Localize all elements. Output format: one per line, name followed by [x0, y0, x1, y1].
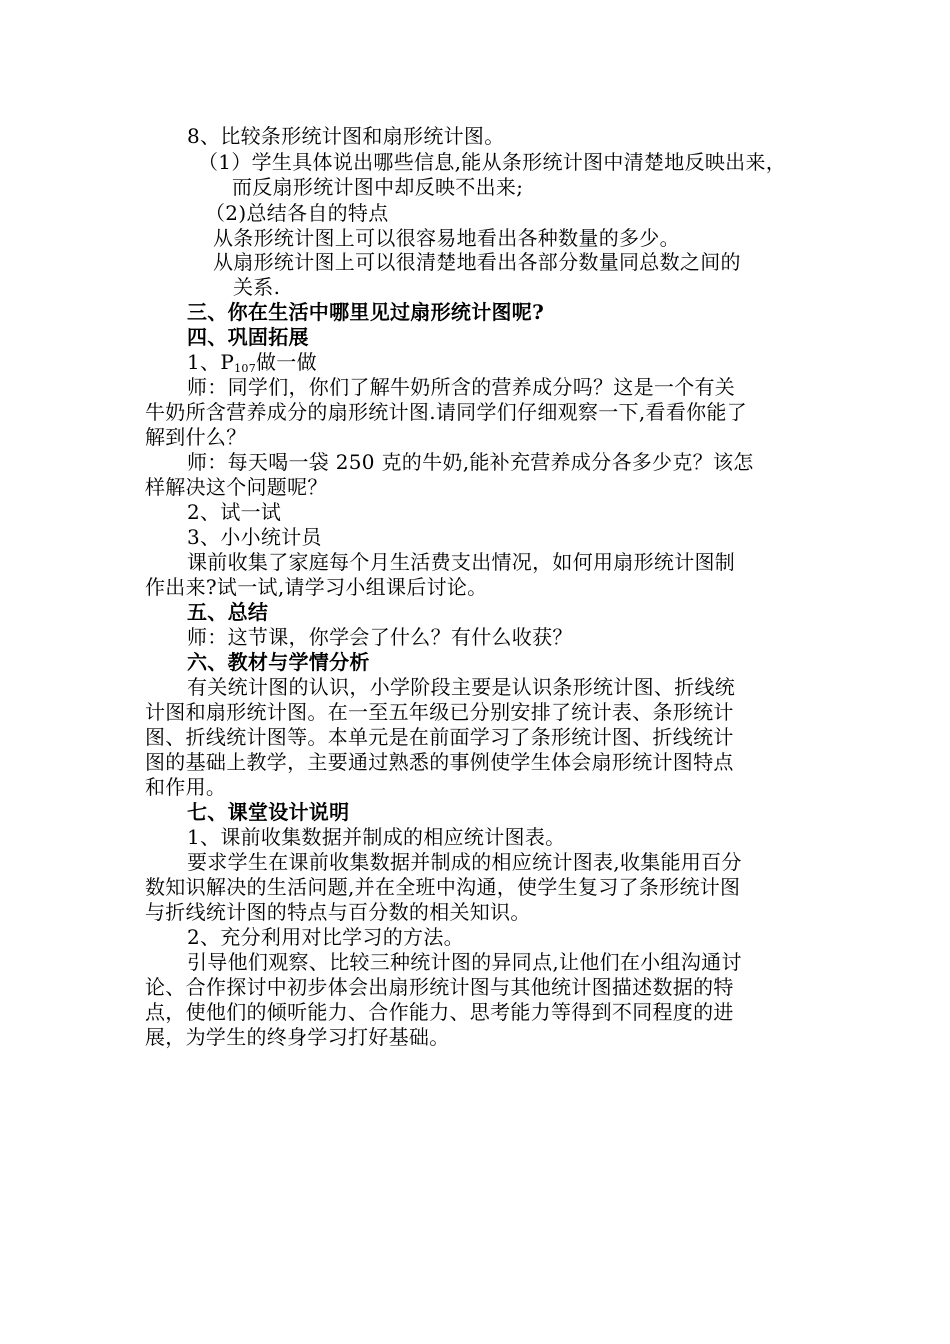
text-line: 数知识解决的生活问题,并在全班中沟通，使学生复习了条形统计图	[145, 875, 741, 899]
text-line: 师：同学们，你们了解牛奶所含的营养成分吗？这是一个有关	[187, 375, 736, 399]
text-line: 和作用。	[145, 775, 227, 799]
text-line: 要求学生在课前收集数据并制成的相应统计图表,收集能用百分	[187, 850, 742, 874]
text-line: 关系.	[233, 275, 281, 299]
text-line: 展，为学生的终身学习打好基础。	[145, 1025, 450, 1049]
text-line: 2、充分利用对比学习的方法。	[187, 925, 464, 949]
section-heading: 四、巩固拓展	[187, 325, 309, 349]
text-line: 课前收集了家庭每个月生活费支出情况，如何用扇形统计图制	[187, 550, 736, 574]
text-line: 论、合作探讨中初步体会出扇形统计图与其他统计图描述数据的特	[145, 975, 734, 999]
text-line: 牛奶所含营养成分的扇形统计图.请同学们仔细观察一下,看看你能了	[145, 400, 748, 424]
section-heading: 七、课堂设计说明	[187, 800, 350, 824]
text-line: 图的基础上教学，主要通过熟悉的事例使学生体会扇形统计图特点	[145, 750, 734, 774]
text-line: 作出来?试一试,请学习小组课后讨论。	[145, 575, 488, 599]
section-heading: 三、你在生活中哪里见过扇形统计图呢?	[187, 300, 545, 324]
text-line: 而反扇形统计图中却反映不出来;	[232, 175, 524, 199]
text-line: 师：每天喝一袋 250 克的牛奶,能补充营养成分各多少克？该怎	[187, 450, 754, 474]
text-line: 1、课前收集数据并制成的相应统计图表。	[187, 825, 566, 849]
text-line: 计图和扇形统计图。在一至五年级已分别安排了统计表、条形统计	[145, 700, 734, 724]
text-line: 有关统计图的认识，小学阶段主要是认识条形统计图、折线统	[187, 675, 736, 699]
section-heading: 五、总结	[187, 600, 269, 624]
text-line: （2)总结各自的特点	[205, 201, 389, 225]
section-heading: 六、教材与学情分析	[187, 650, 370, 674]
text-line: （1）学生具体说出哪些信息,能从条形统计图中清楚地反映出来，	[198, 150, 787, 174]
text-line: 解到什么？	[145, 425, 247, 449]
text-line: 从条形统计图上可以很容易地看出各种数量的多少。	[213, 226, 680, 250]
text-line: 1、$P_{107}$做一做	[187, 350, 317, 375]
text-line: 与折线统计图的特点与百分数的相关知识。	[145, 900, 531, 924]
text-line: 师：这节课，你学会了什么？有什么收获？	[187, 625, 573, 649]
text-line: 8、比较条形统计图和扇形统计图。	[187, 124, 505, 148]
text-line: 3、小小统计员	[187, 525, 322, 549]
text-line: 点，使他们的倾听能力、合作能力、思考能力等得到不同程度的进	[145, 1000, 734, 1024]
text-line: 样解决这个问题呢？	[145, 475, 328, 499]
text-line: 2、试一试	[187, 500, 282, 524]
text-line: 从扇形统计图上可以很清楚地看出各部分数量同总数之间的	[213, 250, 741, 274]
text-line: 引导他们观察、比较三种统计图的异同点,让他们在小组沟通讨	[187, 950, 742, 974]
text-line: 图、折线统计图等。本单元是在前面学习了条形统计图、折线统计	[145, 725, 734, 749]
